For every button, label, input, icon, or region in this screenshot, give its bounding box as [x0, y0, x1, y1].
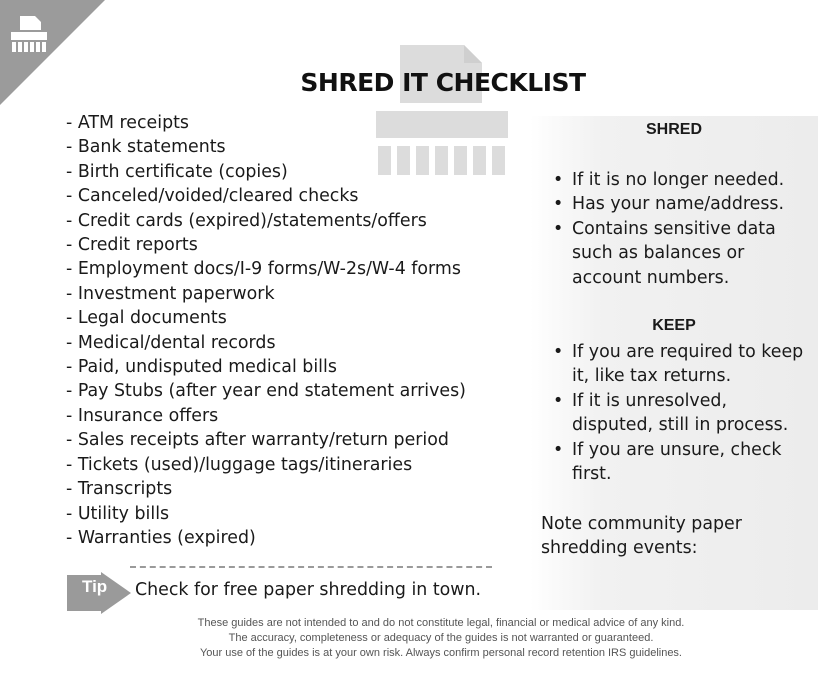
list-item: - Medical/dental records [66, 331, 466, 355]
list-item: - Bank statements [66, 135, 466, 159]
shred-heading: SHRED [645, 121, 702, 138]
list-item: - Credit cards (expired)/statements/offers [66, 209, 466, 233]
list-item: - Warranties (expired) [66, 526, 466, 550]
list-item: - Employment docs/I-9 forms/W-2s/W-4 forms [66, 257, 466, 281]
list-item: • If you are unsure, check first. [550, 438, 812, 487]
community-events-note: Note community paper shredding events: [541, 514, 742, 559]
list-item: • If it is no longer needed. [550, 168, 812, 192]
list-item: - Legal documents [66, 306, 466, 330]
list-item: - Birth certificate (copies) [66, 160, 466, 184]
disclaimer-line: The accuracy, completeness or adequacy of the guides is not warranted or guaranteed. [228, 632, 654, 644]
shred-criteria-list [550, 168, 812, 290]
list-item: - ATM receipts [66, 111, 466, 135]
list-item: - Paid, undisputed medical bills [66, 355, 466, 379]
page-title: SHRED IT CHECKLIST [300, 68, 586, 97]
disclaimer [0, 616, 832, 661]
tip-text: Check for free paper shredding in town. [135, 580, 482, 600]
list-item: - Utility bills [66, 502, 466, 526]
list-item: - Investment paperwork [66, 282, 466, 306]
list-item: - Sales receipts after warranty/return period [66, 428, 466, 452]
divider [130, 566, 492, 568]
list-item: - Transcripts [66, 477, 466, 501]
list-item: • If it is unresolved, disputed, still in process. [550, 389, 812, 438]
list-item: - Tickets (used)/luggage tags/itineraries [66, 453, 466, 477]
list-item: - Canceled/voided/cleared checks [66, 184, 466, 208]
shred-items-list [66, 111, 466, 550]
disclaimer-line: Your use of the guides is at your own risk. Always confirm personal record retention IRS guidelines. [199, 647, 682, 659]
list-item: - Pay Stubs (after year end statement arrives) [66, 379, 466, 403]
disclaimer-line: These guides are not intended to and do not constitute legal, financial or medical advice of any kind. [197, 617, 685, 629]
list-item: - Credit reports [66, 233, 466, 257]
keep-heading: KEEP [652, 317, 696, 334]
list-item: - Insurance offers [66, 404, 466, 428]
list-item: • Has your name/address. [550, 192, 812, 216]
printer-icon [10, 16, 48, 52]
keep-criteria-list [550, 340, 812, 486]
list-item: • Contains sensitive data such as balances or account numbers. [550, 217, 812, 290]
list-item: • If you are required to keep it, like tax returns. [550, 340, 812, 389]
tip-label: Tip [82, 577, 108, 596]
